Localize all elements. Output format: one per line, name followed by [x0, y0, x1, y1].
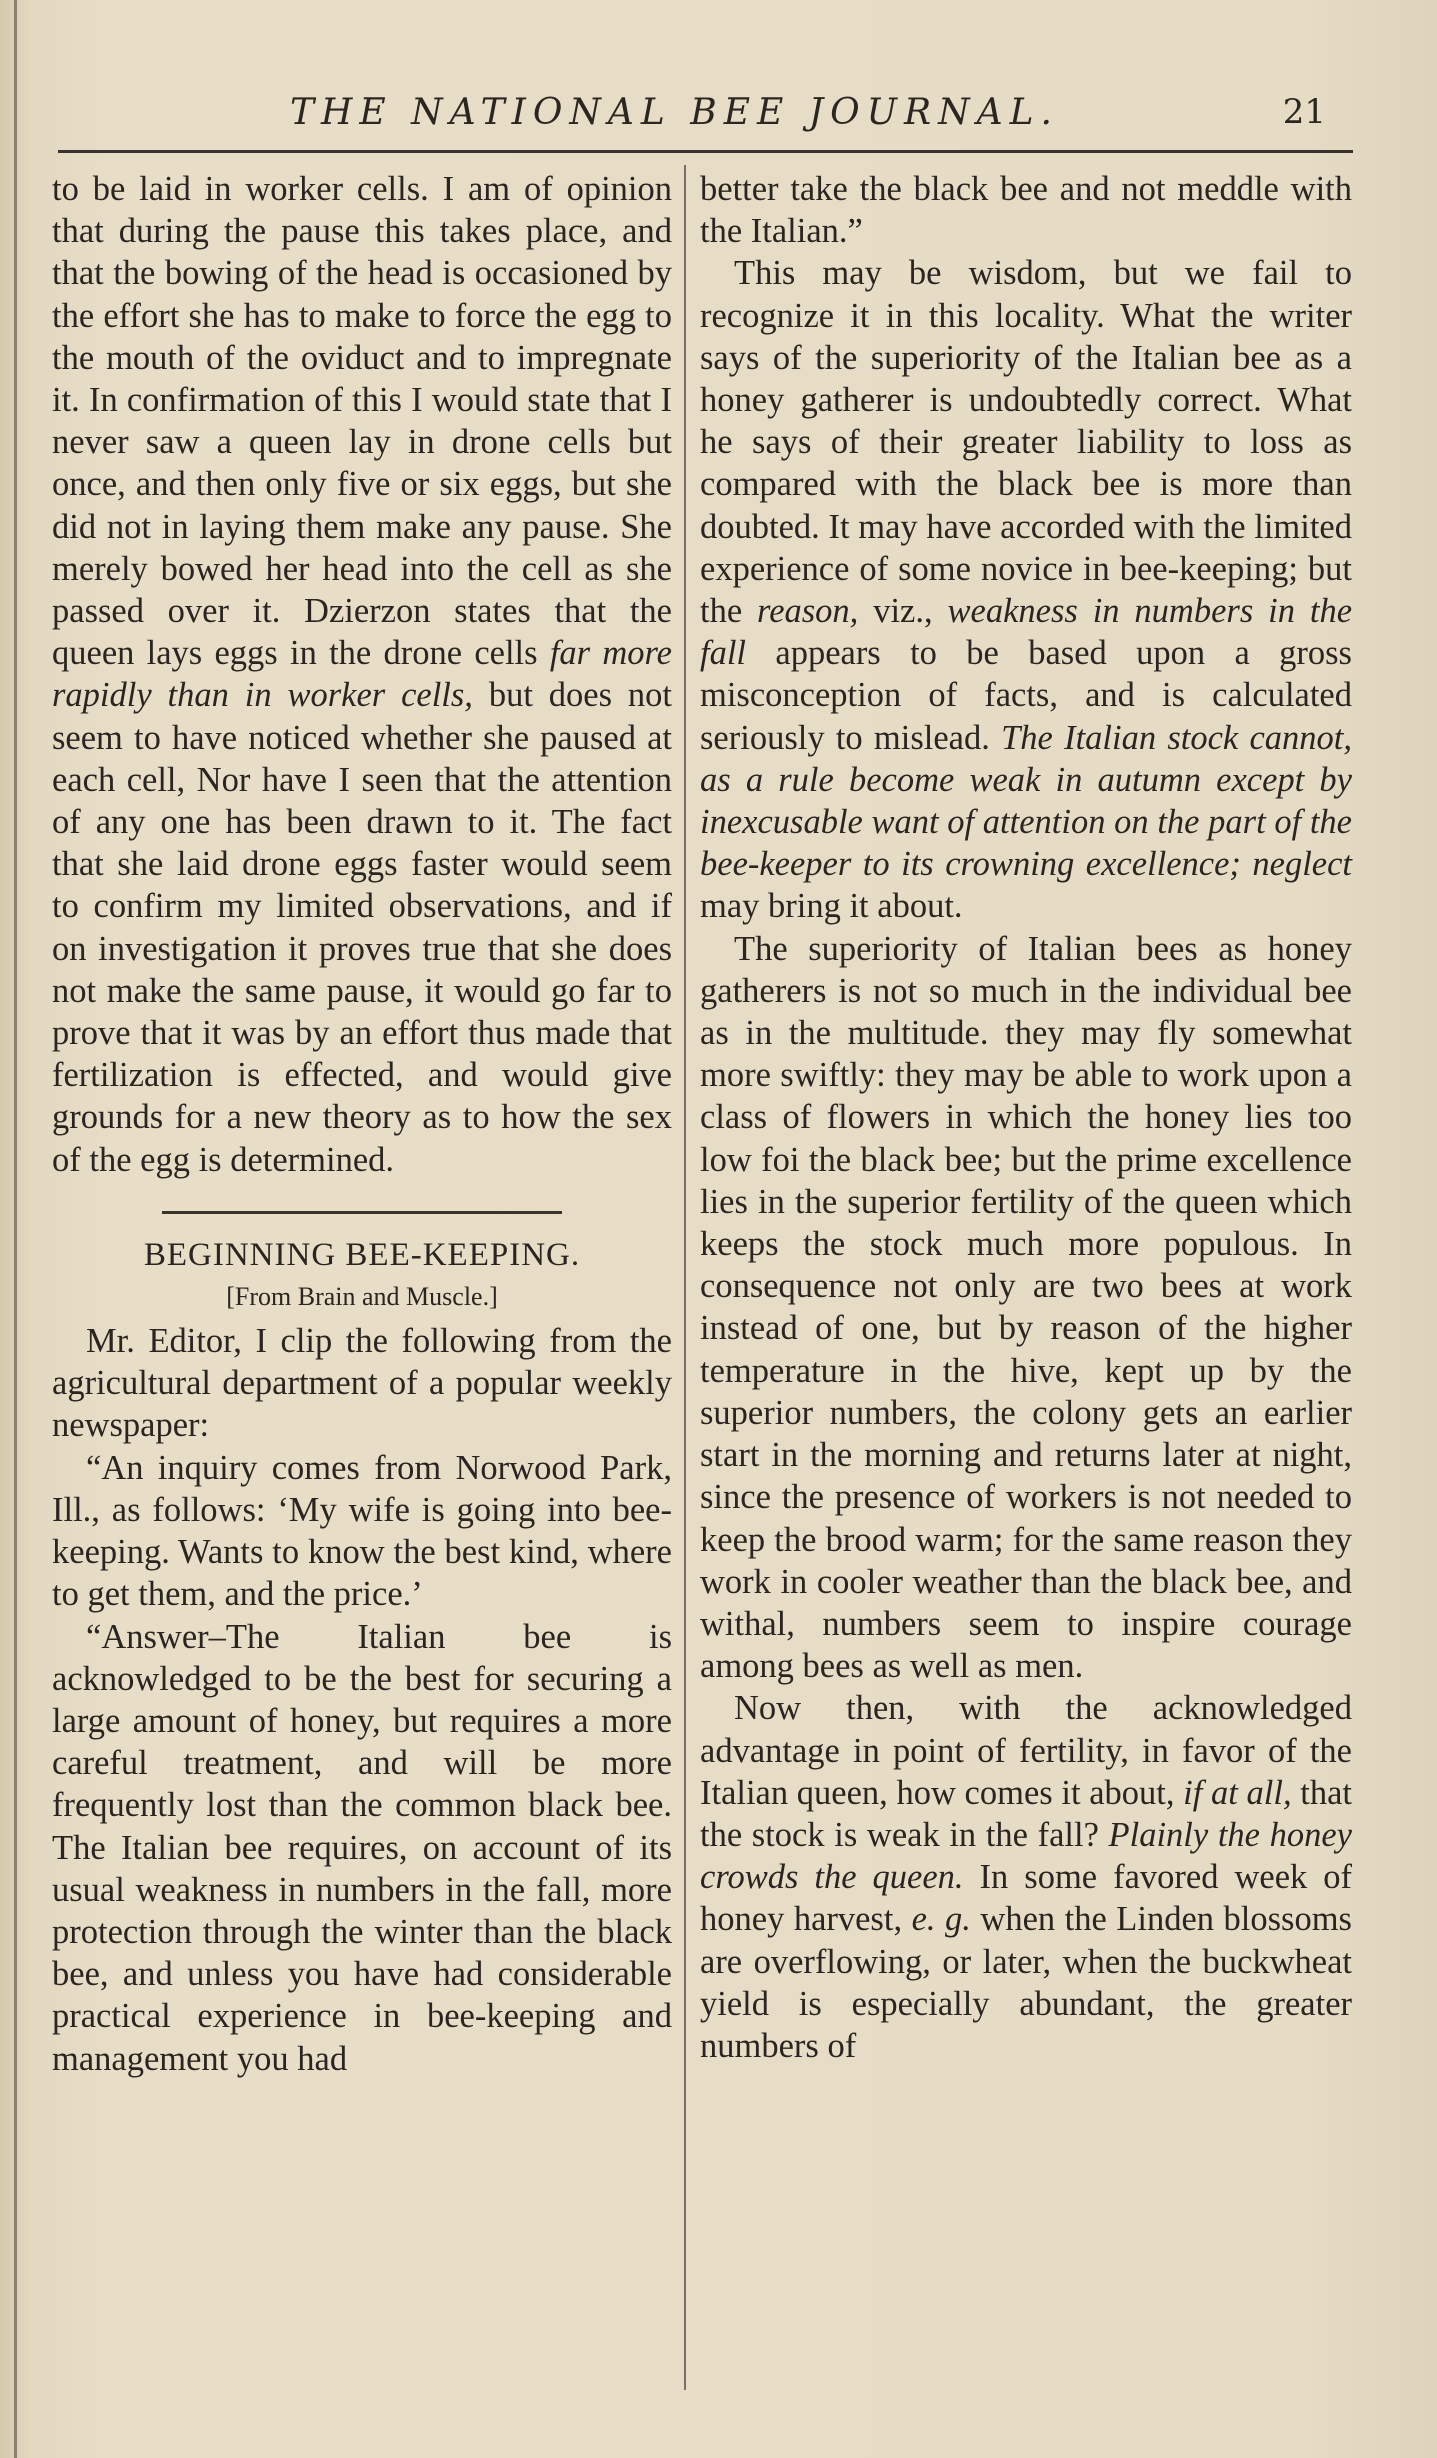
section-divider — [162, 1211, 562, 1214]
page-header — [60, 86, 1350, 146]
left-column — [52, 168, 672, 2080]
left-paragraph-4: “Answer–The Italian bee is acknowledged to be the best for securing a large amount of honey, but requires a more careful treatment, and will be more frequently lost than the common black bee. The Italian bee requires, on account of its usual weakness in numbers in the fall, more protection through the winter than the black bee, and unless you have had considerable practical experience in bee-keeping and management you had — [52, 1617, 672, 2078]
column-divider — [684, 165, 686, 2390]
right-column — [700, 168, 1352, 2067]
left-paragraph-3: “An inquiry comes from Norwood Park, Ill., as follows: ‘My wife is going into bee-keeping. Wants to know the best kind, where to get them, and the price.’ — [52, 1448, 672, 1614]
header-rule — [58, 150, 1353, 153]
page-number: 21 — [1282, 92, 1326, 132]
right-paragraph-4: Now then, with the acknowledged advantage in point of fertility, in favor of the Italian queen, how comes it about, if at all, that the stock is weak in the fall? Plainly the honey crowds the queen. In some favored week of honey harvest, e. g. when the Linden blossoms are overflowing, or later, when the buckwheat yield is especially abundant, the greater numbers of — [700, 1689, 1352, 2065]
binding-edge — [14, 0, 17, 2458]
running-head: THE NATIONAL BEE JOURNAL. — [290, 92, 1059, 133]
left-paragraph-2: Mr. Editor, I clip the following from the agricultural department of a popular weekly newspaper: — [52, 1322, 672, 1445]
right-paragraph-1: better take the black bee and not meddle with the Italian.” — [700, 170, 1352, 251]
right-paragraph-2: This may be wisdom, but we fail to recognize it in this locality. What the writer says of the superiority of the Italian bee as a honey gatherer is undoubtedly correct. What he says of their greater liability to loss as compared with the black bee is more than doubted. It may have accorded with the limited experience of some novice in bee-keeping; but the reason, viz., weakness in numbers in the fall appears to be based upon a gross misconception of facts, and is calculated seriously to mislead. The Italian stock cannot, as a rule become weak in autumn except by inexcusable want of attention on the part of the bee-keeper to its crowning excellence; neglect may bring it about. — [700, 254, 1353, 926]
right-paragraph-3: The superiority of Italian bees as honey gatherers is not so much in the individual bee as in the multitude. they may fly somewhat more swiftly: they may be able to work upon a class of flowers in which the honey lies too low foi the black bee; but the prime excellence lies in the superior fertility of the queen which keeps the stock much more populous. In consequence not only are two bees at work instead of one, but by reason of the higher temperature in the hive, kept up by the superior numbers, the colony gets an earlier start in the morning and returns later at night, since the presence of workers is not needed to keep the brood warm; for the same reason they work in cooler weather than the black bee, and withal, numbers seem to inspire courage among bees as well as men. — [700, 929, 1352, 1686]
article-heading: BEGINNING BEE-KEEPING. — [143, 1236, 581, 1273]
article-source: [From Brain and Muscle.] — [226, 1282, 498, 1312]
left-paragraph-1: to be laid in worker cells. I am of opinion that during the pause this takes place, and that the bowing of the head is occasioned by the effort she has to make to force the egg to the mouth of the oviduct and to impregnate it. In confirmation of this I would state that I never saw a queen lay in drone cells but once, and then only five or six eggs, but she did not in laying them make any pause. She merely bowed her head into the cell as she passed over it. Dzierzon states that the queen lays eggs in the drone cells far more rapidly than in worker cells, but does not seem to have noticed whether she paused at each cell, Nor have I seen that the attention of any one has been drawn to it. The fact that she laid drone eggs faster would seem to confirm my limited observations, and if on investigation it proves true that she does not make the same pause, it would go far to prove that it was by an effort thus made that fertilization is effected, and would give grounds for a new theory as to how the sex of the egg is determined. — [52, 170, 672, 1179]
